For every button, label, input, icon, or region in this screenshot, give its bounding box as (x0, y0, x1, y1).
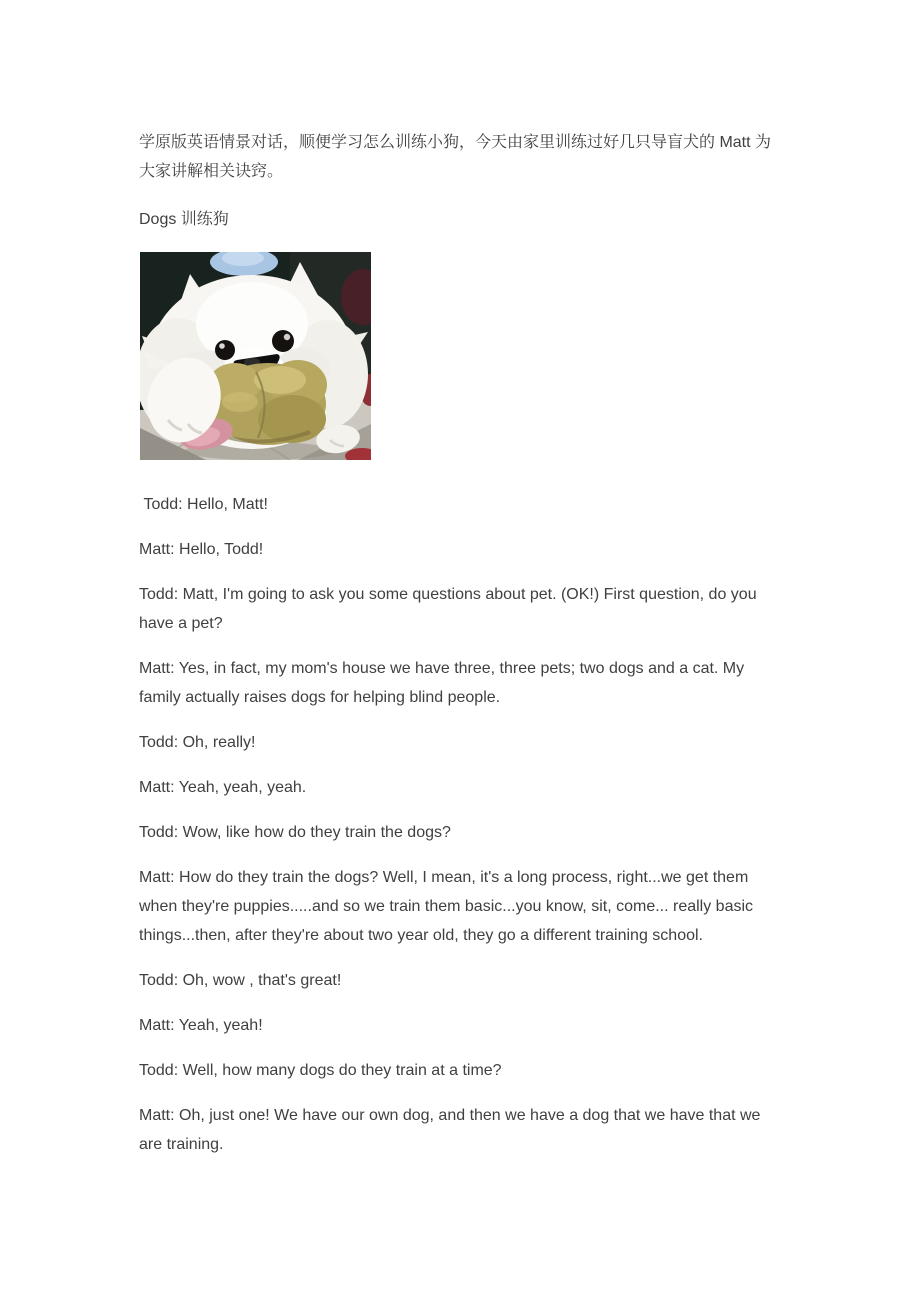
dog-photo-image (140, 252, 371, 460)
dialogue-line: Matt: Yeah, yeah! (139, 1017, 263, 1034)
dialogue-line: Todd: Matt, I'm going to ask you some questions about pet. (OK!) First question, do you have a pet? (139, 586, 762, 632)
dialogue-line: Todd: Oh, really! (139, 734, 256, 751)
dialogue-line: Matt: Yeah, yeah, yeah. (139, 779, 307, 796)
dialogue-line: Matt: Oh, just one! We have our own dog, and then we have a dog that we have that we are training. (139, 1107, 765, 1153)
dialogue-line: Todd: Wow, like how do they train the dogs? (139, 824, 451, 841)
dialogue-line: Todd: Well, how many dogs do they train at a time? (139, 1062, 502, 1079)
dialogue-line: Matt: Hello, Todd! (139, 541, 264, 558)
dog-photo (140, 252, 371, 460)
dialogue-line: Matt: How do they train the dogs? Well, I mean, it's a long process, right...we get them when they're puppies.....and so we train them basic...you know, sit, come... really basic things...then, after they're about two year old, they go a different training school. (139, 869, 758, 944)
dialogue-line: Todd: Oh, wow , that's great! (139, 972, 342, 989)
dialogue-line: Matt: Yes, in fact, my mom's house we have three, three pets; two dogs and a cat. My family actually raises dogs for helping blind people. (139, 660, 749, 706)
intro-paragraph: 学原版英语情景对话，顺便学习怎么训练小狗，今天由家里训练过好几只导盲犬的 Matt 为大家讲解相关诀窍。 (139, 134, 772, 180)
dialogue-line: Todd: Hello, Matt! (139, 496, 268, 513)
dialogue (139, 490, 784, 1159)
section-heading: Dogs 训练狗 (139, 211, 229, 228)
